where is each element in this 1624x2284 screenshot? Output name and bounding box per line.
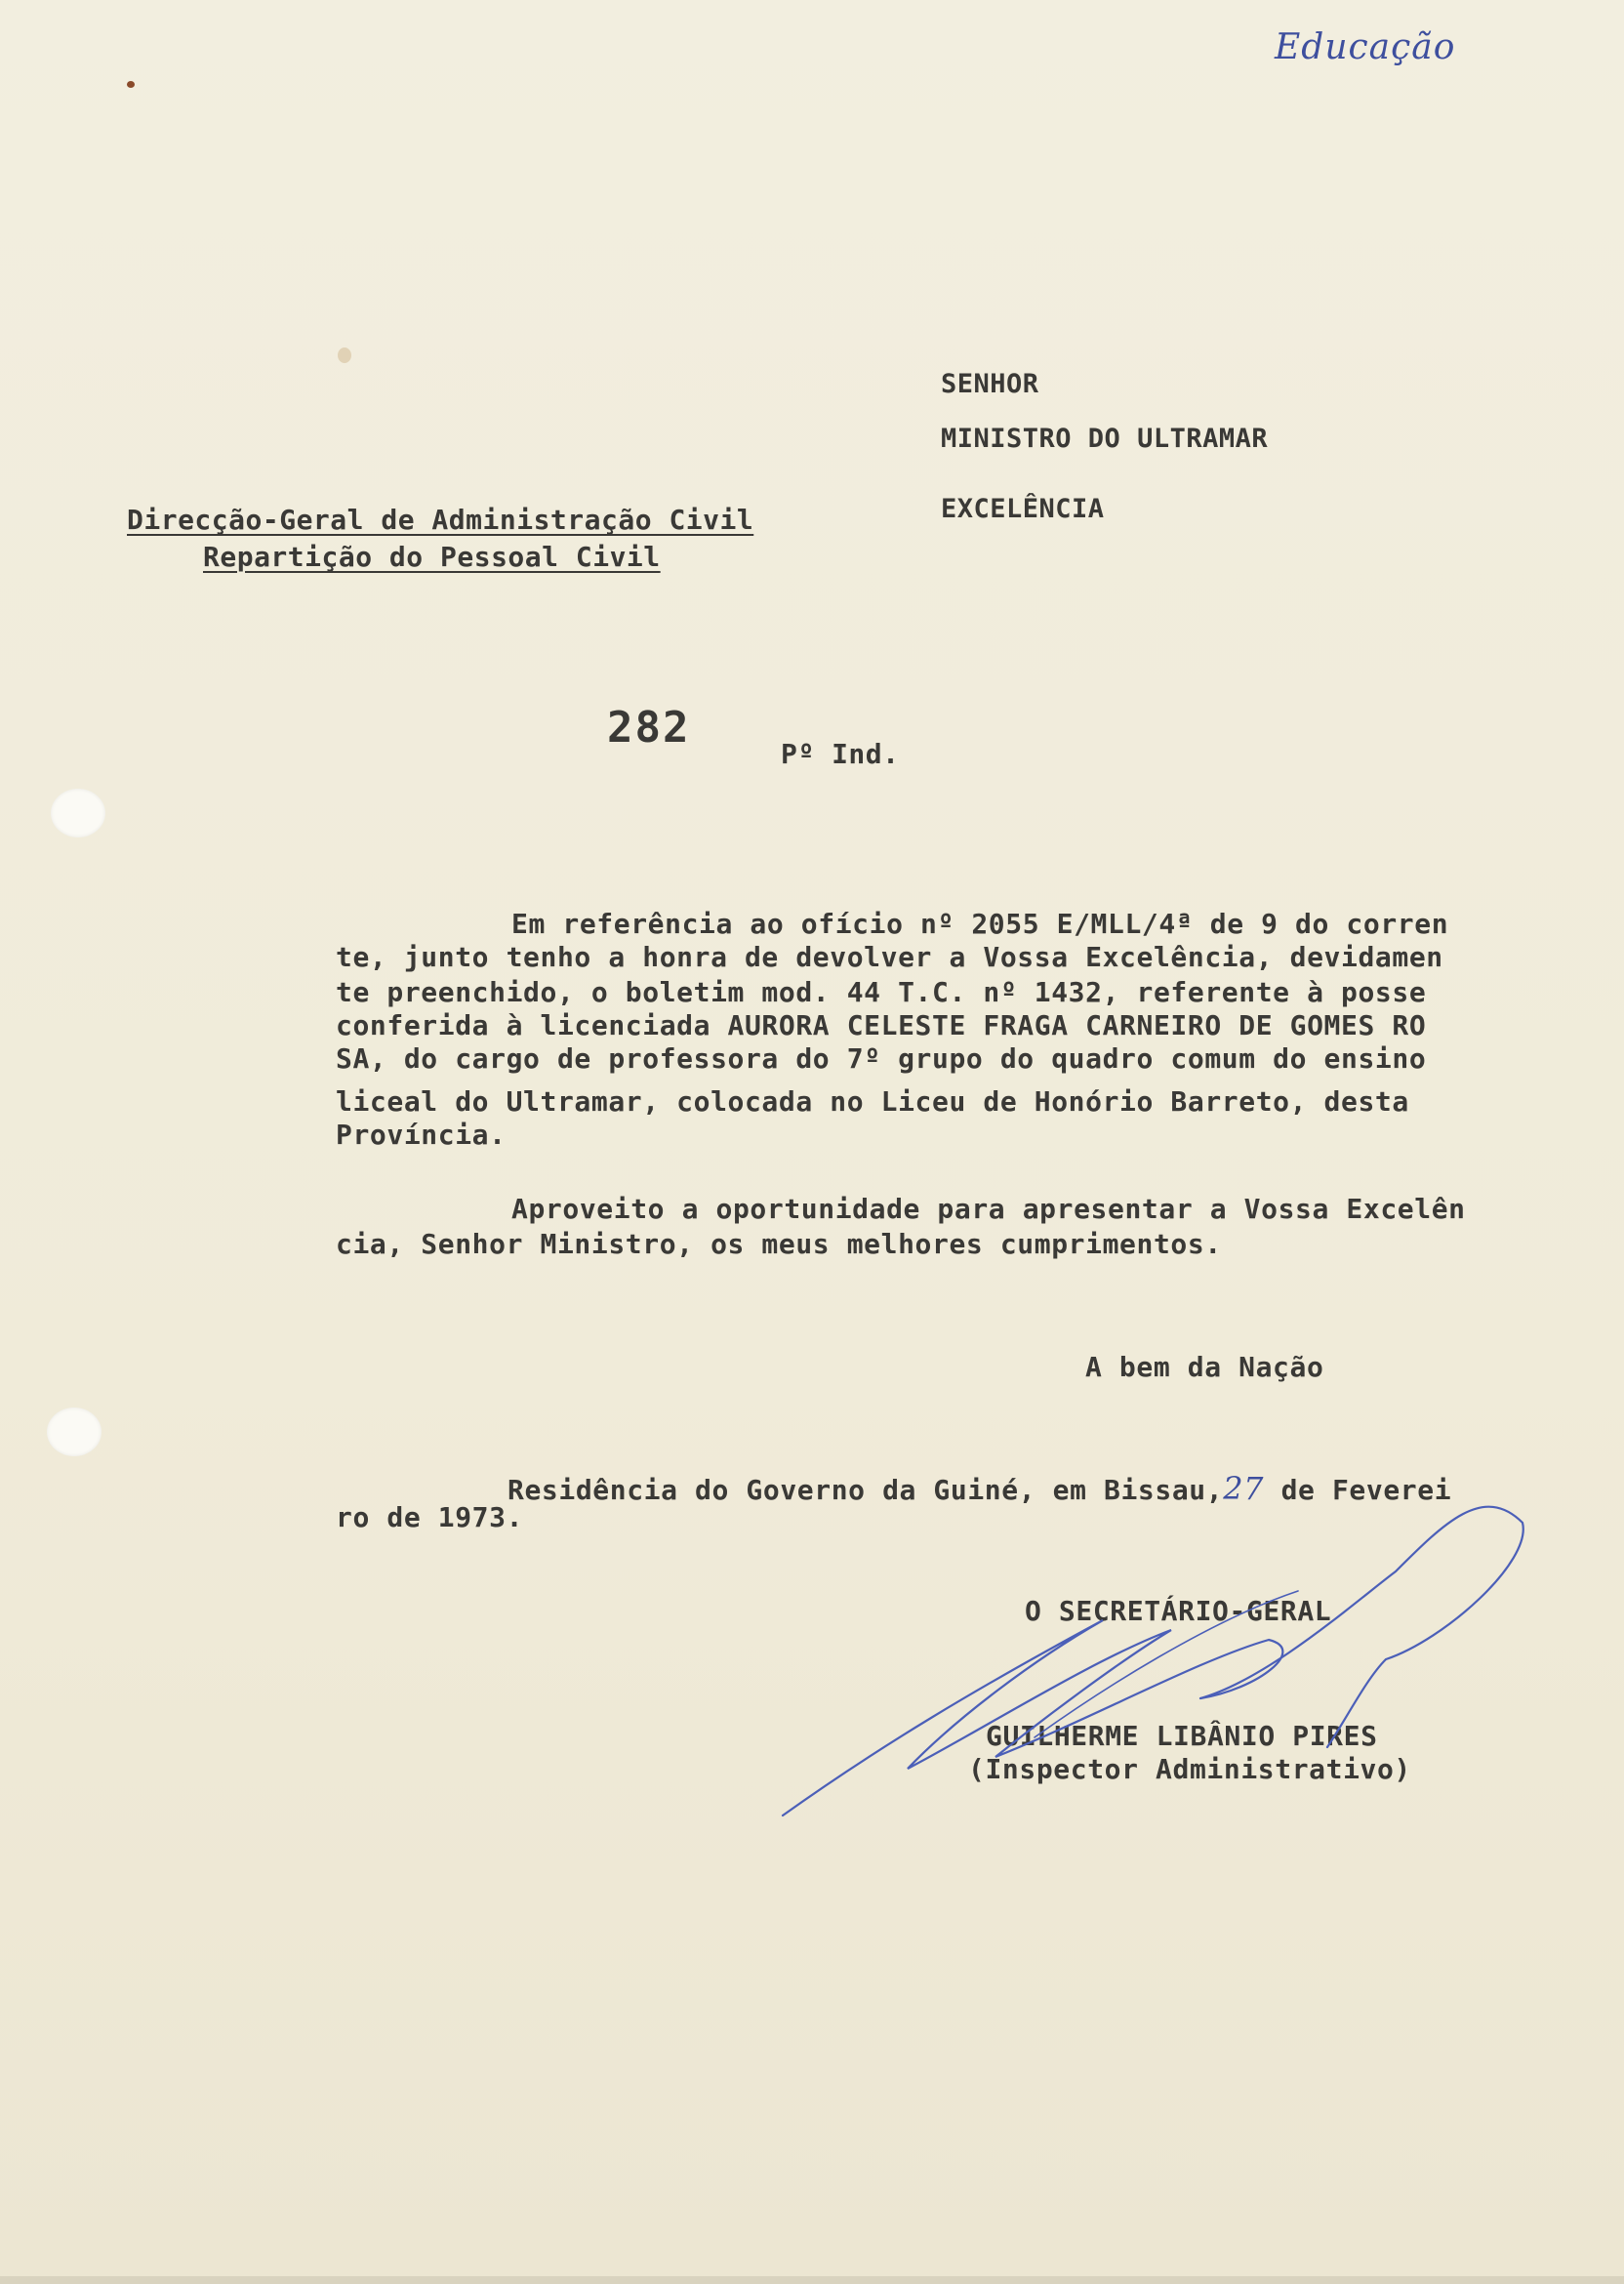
punch-hole-top: [51, 789, 105, 837]
handwritten-day: 27: [1223, 1470, 1265, 1507]
body-paragraph-1-line-4: conferida à licenciada AURORA CELESTE FRAGA CARNEIRO DE GOMES RO: [336, 1009, 1427, 1041]
signatory-name: GUILHERME LIBÂNIO PIRES: [986, 1720, 1378, 1752]
handwritten-annotation: Educação: [1275, 27, 1456, 67]
addressee-line-1: SENHOR: [941, 369, 1039, 399]
place-date-line-1: [508, 1470, 1451, 1507]
body-paragraph-1-line-2: te, junto tenho a honra de devolver a Vossa Excelência, devidamen: [336, 941, 1443, 973]
ink-dot: [127, 81, 135, 88]
body-paragraph-2-line-1: Aproveito a oportunidade para apresentar a Vossa Excelên: [511, 1193, 1466, 1225]
body-paragraph-1-line-7: Província.: [336, 1119, 507, 1151]
body-paragraph-1-line-5: SA, do cargo de professora do 7º grupo do quadro comum do ensino: [336, 1042, 1427, 1075]
place-date-after: de Feverei: [1264, 1474, 1452, 1506]
addressee-line-2: MINISTRO DO ULTRAMAR: [941, 424, 1269, 454]
body-paragraph-1-line-6: liceal do Ultramar, colocada no Liceu de Honório Barreto, desta: [336, 1085, 1409, 1118]
punch-hole-bottom: [47, 1407, 102, 1456]
body-paragraph-1-line-1: Em referência ao ofício nº 2055 E/MLL/4ª de 9 do corren: [511, 908, 1449, 940]
reference-suffix: Pº Ind.: [781, 738, 900, 770]
closing-formula: A bem da Nação: [1085, 1351, 1324, 1383]
addressee-line-3: EXCELÊNCIA: [941, 494, 1105, 524]
department-line-1: Direcção-Geral de Administração Civil: [127, 504, 754, 536]
place-date-line-2: ro de 1973.: [336, 1501, 524, 1533]
signatory-position: (Inspector Administrativo): [968, 1753, 1411, 1785]
body-paragraph-2-line-2: cia, Senhor Ministro, os meus melhores cumprimentos.: [336, 1228, 1222, 1260]
paper-stain: [338, 347, 351, 363]
signatory-title: O SECRETÁRIO-GERAL: [1025, 1595, 1332, 1627]
reference-number: 282: [607, 703, 691, 753]
place-date-before: Residência do Governo da Guiné, em Bissau,: [508, 1474, 1224, 1506]
department-line-2: Repartição do Pessoal Civil: [203, 541, 661, 573]
body-paragraph-1-line-3: te preenchido, o boletim mod. 44 T.C. nº 1432, referente à posse: [336, 976, 1427, 1008]
